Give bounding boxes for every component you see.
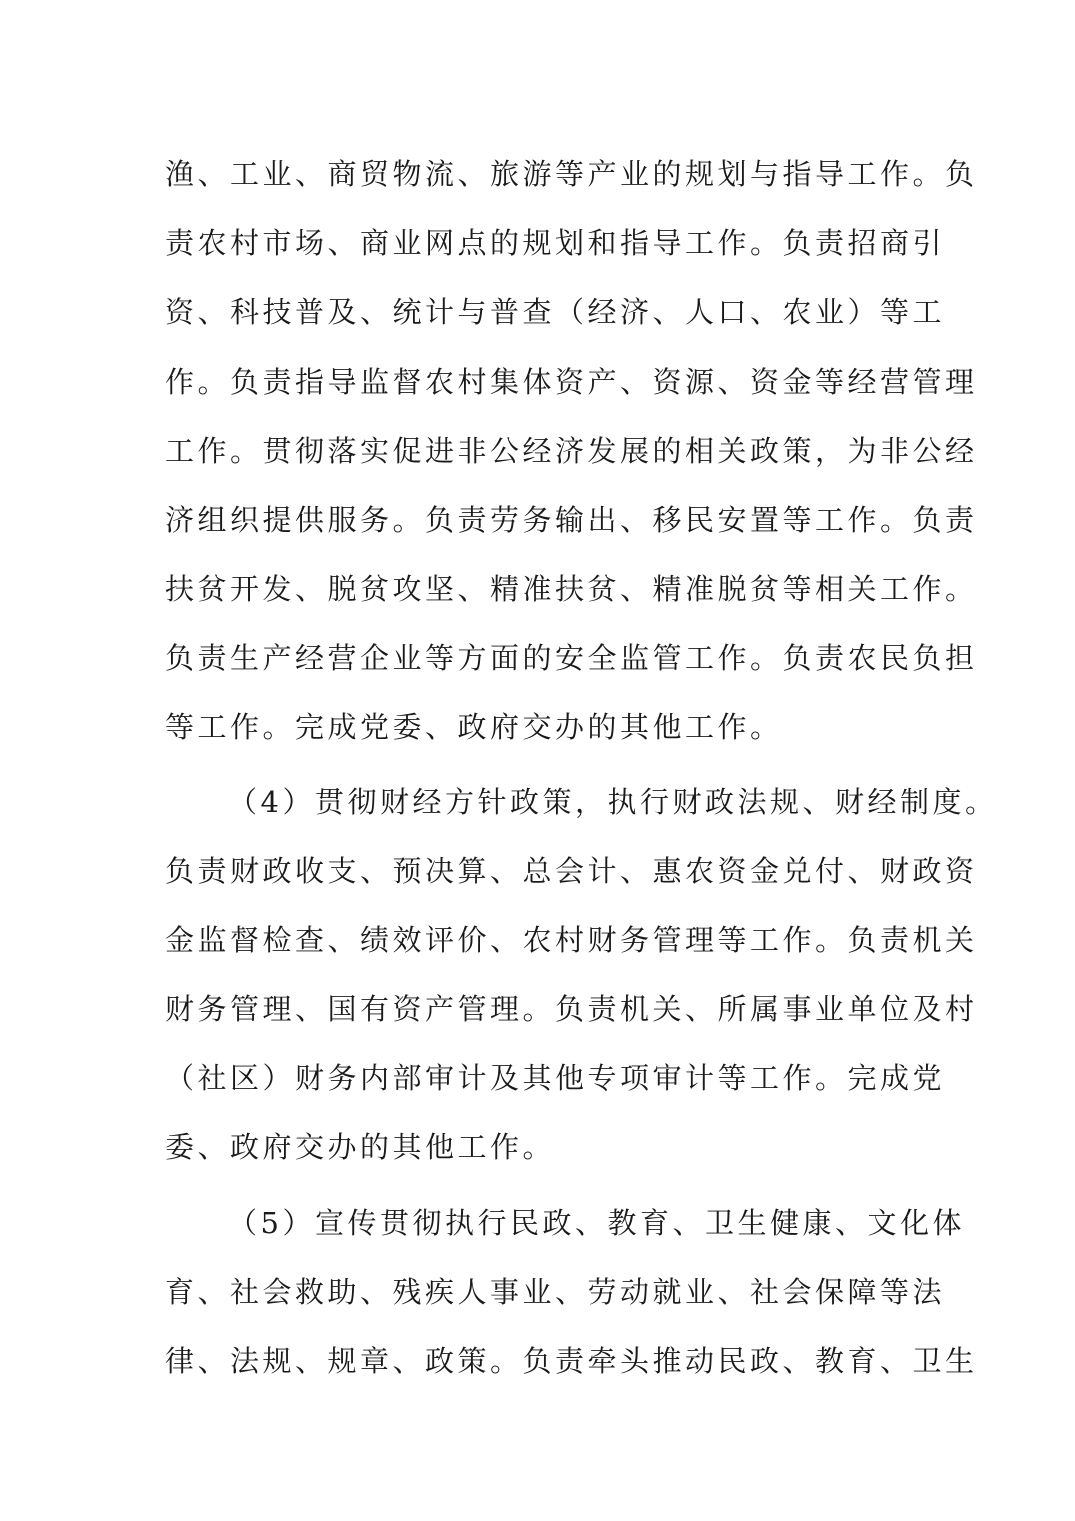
paragraph-line: 作。负责指导监督农村集体资产、资源、资金等经营管理 (165, 365, 978, 399)
paragraph-line: （4）贯彻财经方针政策，执行财政法规、财经制度。 (228, 785, 998, 819)
paragraph-line: 渔、工业、商贸物流、旅游等产业的规划与指导工作。负 (165, 157, 978, 191)
paragraph-line: 律、法规、规章、政策。负责牵头推动民政、教育、卫生 (165, 1344, 978, 1378)
paragraph-line: 育、社会救助、残疾人事业、劳动就业、社会保障等法 (165, 1275, 946, 1309)
paragraph-line: 委、政府交办的其他工作。 (165, 1130, 556, 1164)
paragraph-line: 资、科技普及、统计与普查（经济、人口、农业）等工 (165, 295, 946, 329)
paragraph-line: 济组织提供服务。负责劳务输出、移民安置等工作。负责 (165, 503, 978, 537)
paragraph-line: 等工作。完成党委、政府交办的其他工作。 (165, 710, 783, 744)
paragraph-line: 责农村市场、商业网点的规划和指导工作。负责招商引 (165, 226, 946, 260)
paragraph-line: 扶贫开发、脱贫攻坚、精准扶贫、精准脱贫等相关工作。 (165, 572, 978, 606)
paragraph-line: 财务管理、国有资产管理。负责机关、所属事业单位及村 (165, 992, 978, 1026)
paragraph-line: （社区）财务内部审计及其他专项审计等工作。完成党 (165, 1061, 946, 1095)
paragraph-line: 工作。贯彻落实促进非公经济发展的相关政策，为非公经 (165, 434, 978, 468)
paragraph-line: 负责生产经营企业等方面的安全监管工作。负责农民负担 (165, 641, 978, 675)
paragraph-line: 负责财政收支、预决算、总会计、惠农资金兑付、财政资 (165, 854, 978, 888)
paragraph-line: （5）宣传贯彻执行民政、教育、卫生健康、文化体 (228, 1206, 965, 1240)
paragraph-line: 金监督检查、绩效评价、农村财务管理等工作。负责机关 (165, 923, 978, 957)
